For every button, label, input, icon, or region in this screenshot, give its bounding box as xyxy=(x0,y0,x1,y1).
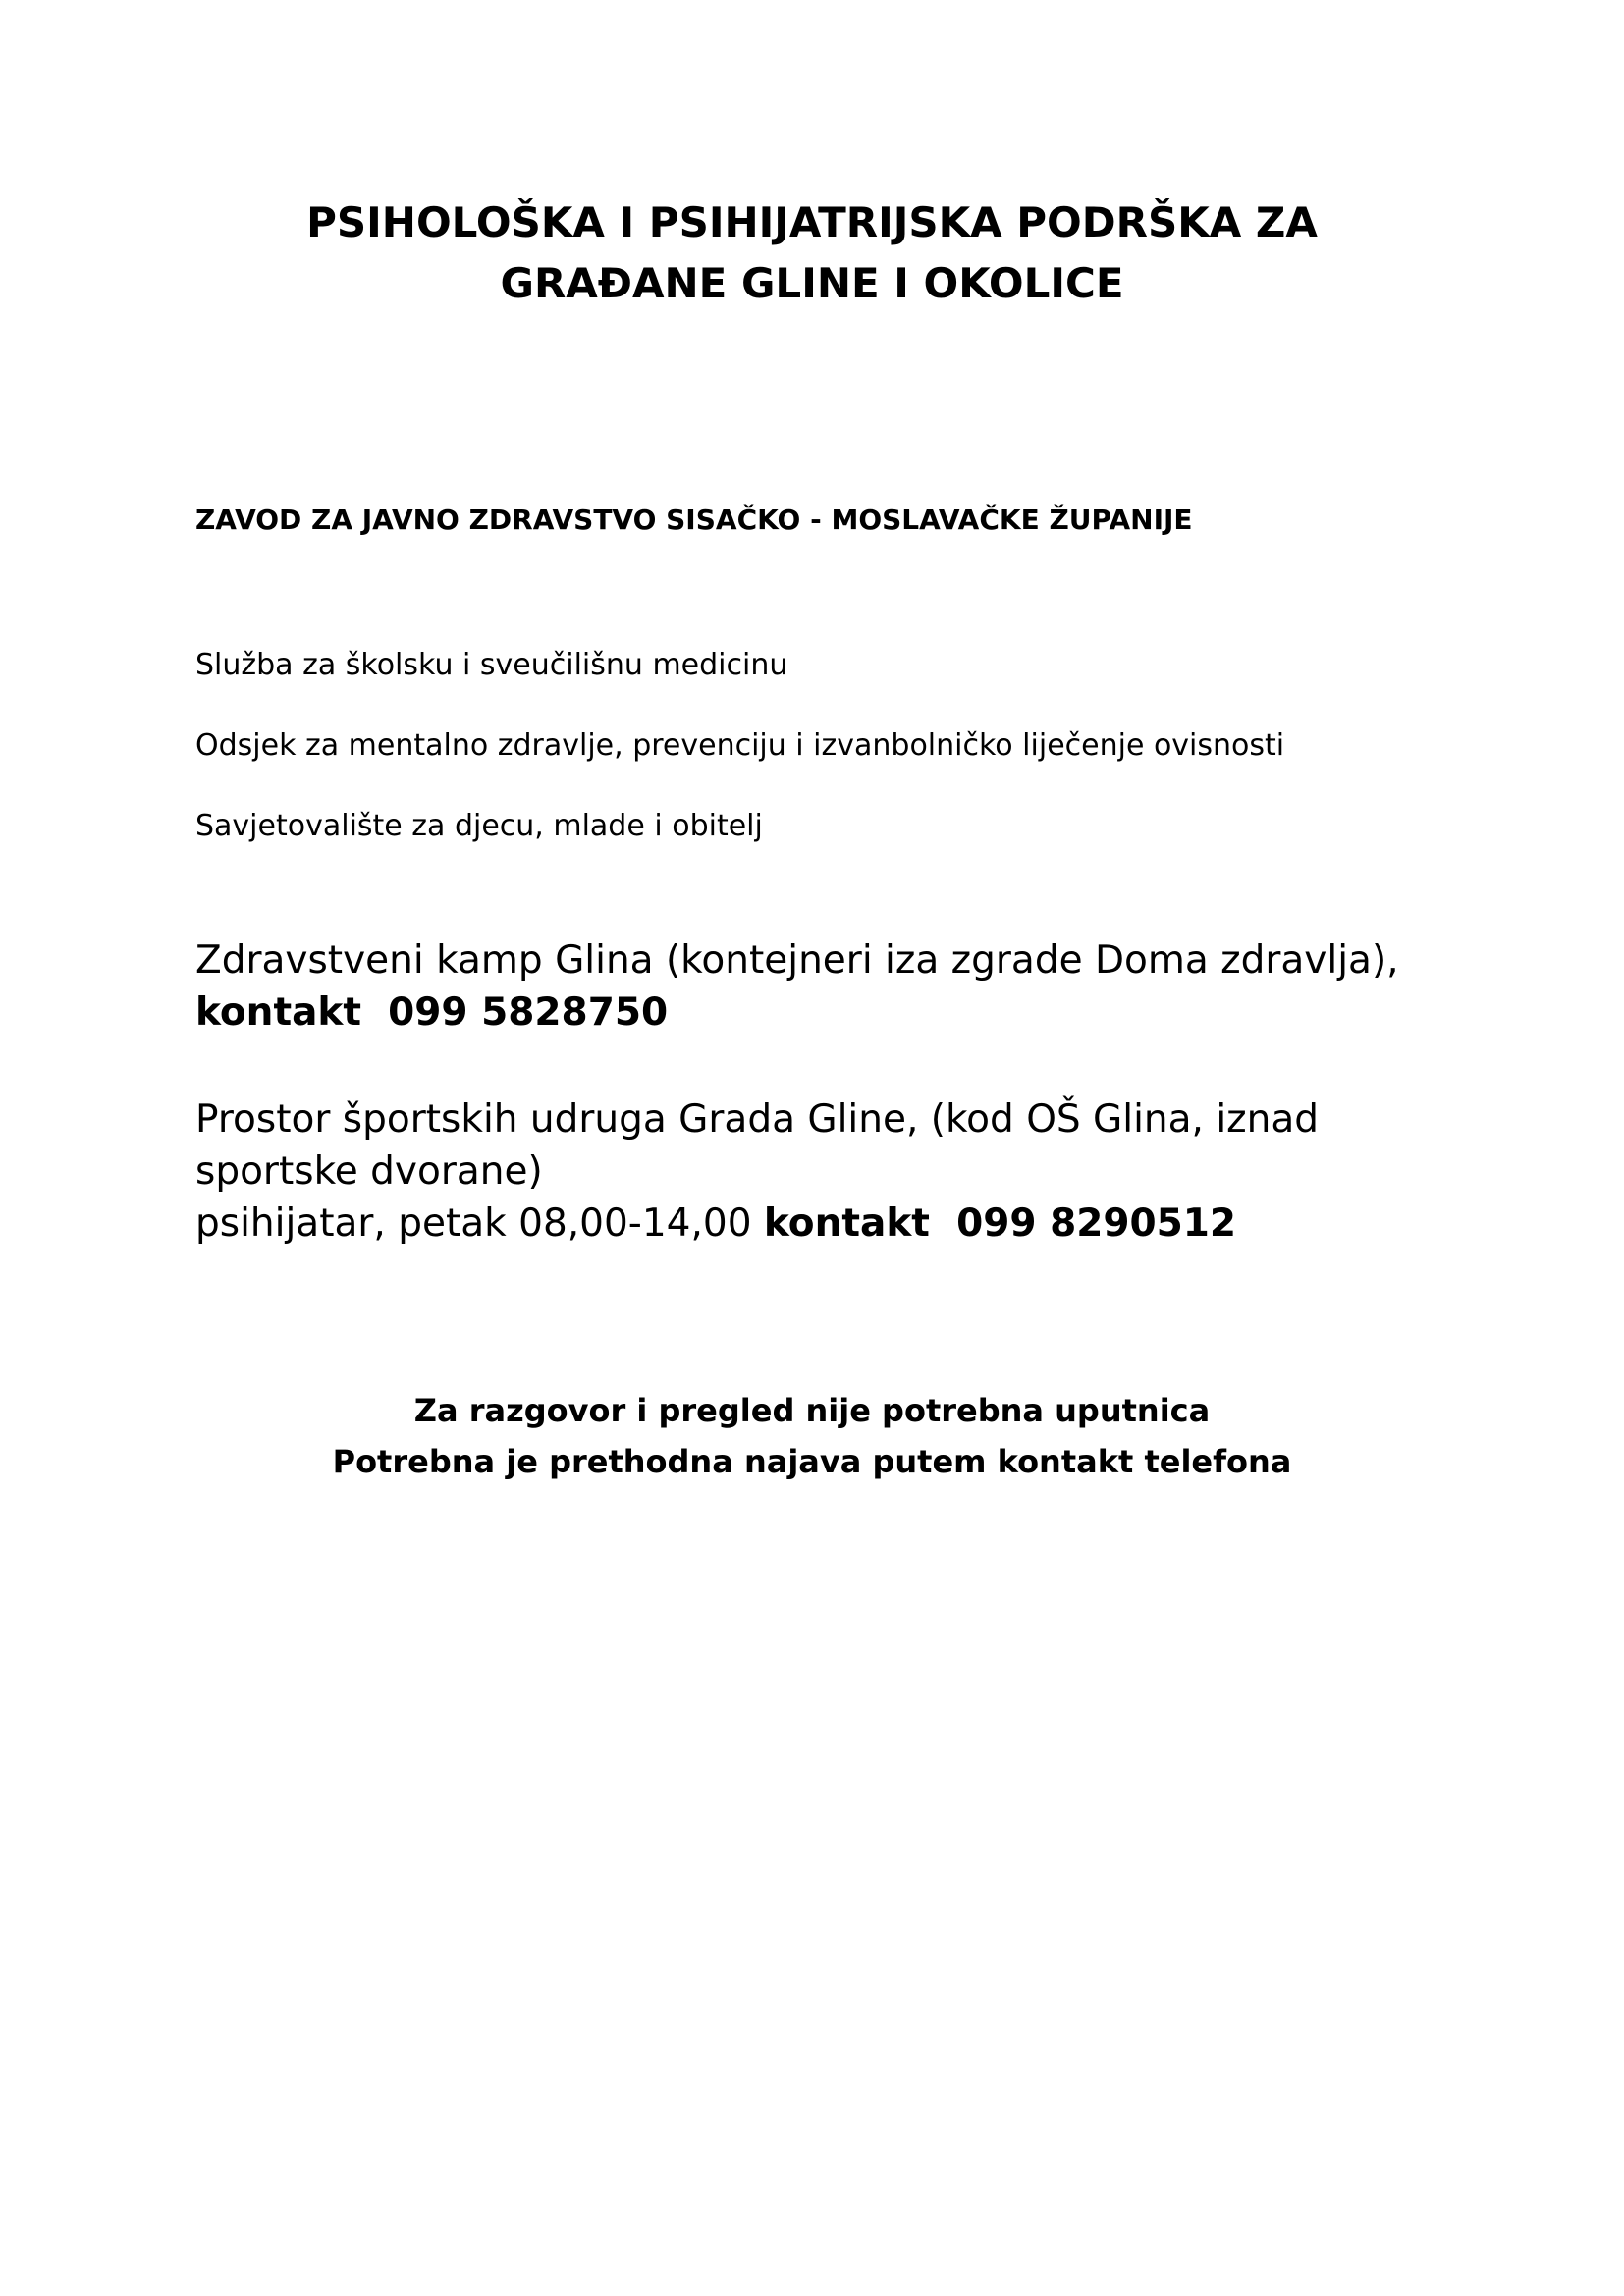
location-health-camp xyxy=(195,934,1399,1039)
location-sports-line-1: Prostor športskih udruga Grada Gline, (kod OŠ Glina, iznad xyxy=(195,1097,1320,1142)
department-mental-health: Odsjek za mentalno zdravlje, prevenciju i izvanbolničko liječenje ovisnosti xyxy=(195,728,1285,763)
contact-label: kontakt xyxy=(763,1201,930,1246)
title-line-2: GRAĐANE GLINE I OKOLICE xyxy=(500,259,1124,307)
title-line-1: PSIHOLOŠKA I PSIHIJATRIJSKA PODRŠKA ZA xyxy=(306,198,1318,246)
location-sports-line-2: sportske dvorane) xyxy=(195,1149,543,1194)
location-health-camp-description: Zdravstveni kamp Glina (kontejneri iza zgrade Doma zdravlja), xyxy=(195,938,1399,983)
location-health-camp-contact xyxy=(195,987,1399,1039)
notice-line-2: Potrebna je prethodna najava putem kontakt telefona xyxy=(332,1443,1292,1480)
location-sports-schedule-contact xyxy=(195,1198,1319,1250)
notice-line-1: Za razgovor i pregled nije potrebna uputnica xyxy=(413,1392,1211,1429)
contact-label: kontakt xyxy=(195,990,361,1035)
referral-notice xyxy=(0,1385,1624,1487)
psychiatrist-schedule: psihijatar, petak 08,00-14,00 xyxy=(195,1201,752,1246)
contact-phone: 099 8290512 xyxy=(956,1201,1237,1246)
location-sports-associations xyxy=(195,1094,1319,1250)
document-title xyxy=(0,192,1624,314)
contact-phone: 099 5828750 xyxy=(388,990,669,1035)
institution-name: ZAVOD ZA JAVNO ZDRAVSTVO SISAČKO - MOSLAVAČKE ŽUPANIJE xyxy=(195,504,1193,536)
department-counseling: Savjetovalište za djecu, mlade i obitelj xyxy=(195,809,763,843)
department-school-medicine: Služba za školsku i sveučilišnu medicinu xyxy=(195,648,788,682)
